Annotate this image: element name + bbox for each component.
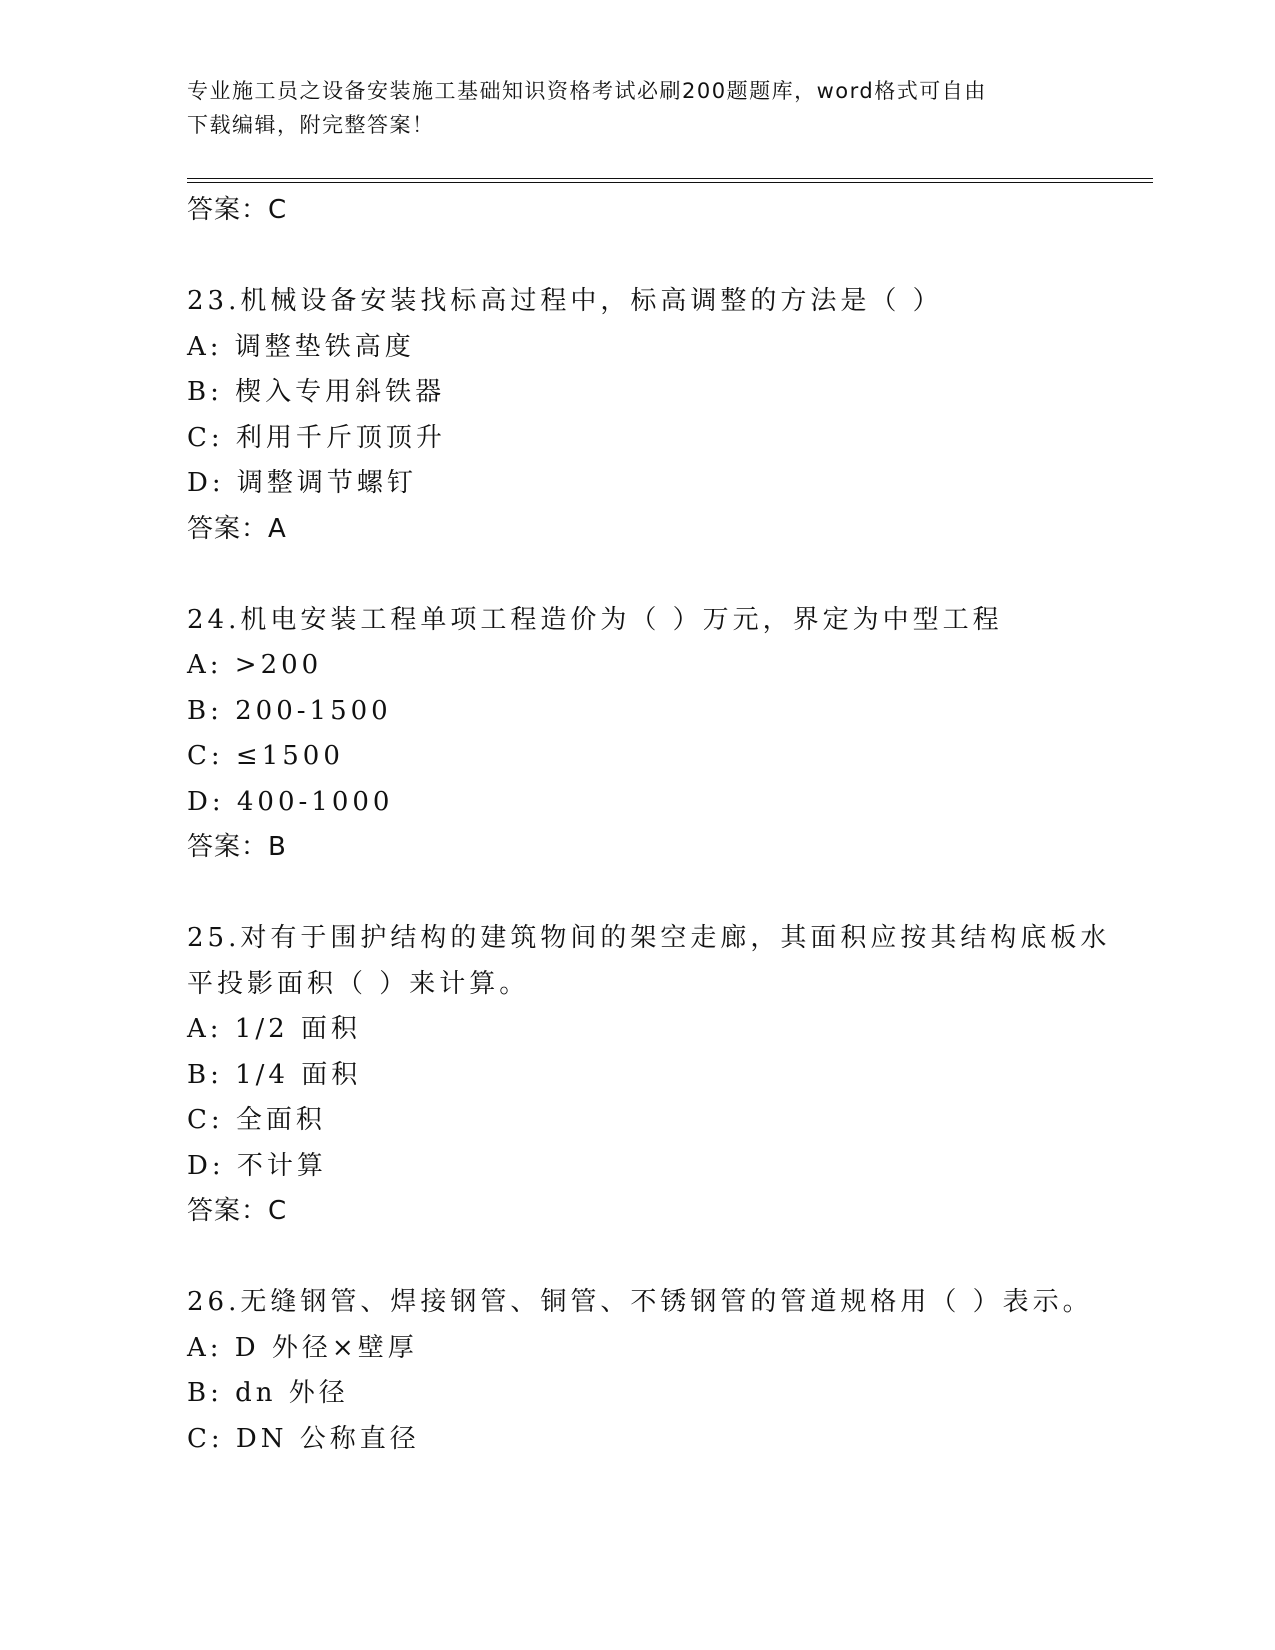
question-text: 24.机电安装工程单项工程造价为（ ）万元，界定为中型工程 (187, 604, 1003, 635)
option-a: A: >200 (187, 650, 323, 680)
answer: 答案：C (187, 1196, 288, 1226)
spacer (187, 552, 1157, 598)
spacer (187, 234, 1157, 280)
answer: 答案：A (187, 513, 287, 544)
header-line-1: 专业施工员之设备安装施工基础知识资格考试必刷200题题库，word格式可自由 (187, 79, 987, 103)
option-d: D: 400-1000 (187, 786, 394, 817)
question-text: 23.机械设备安装找标高过程中，标高调整的方法是（ ） (187, 286, 943, 316)
option-a: A: 1/2 面积 (187, 1014, 361, 1044)
question-24 (187, 598, 1157, 871)
previous-answer: 答案：C (187, 195, 288, 225)
spacer (187, 871, 1157, 917)
question-26 (187, 1280, 1157, 1462)
question-text: 26.无缝钢管、焊接钢管、铜管、不锈钢管的管道规格用（ ）表示。 (187, 1287, 1093, 1317)
option-d: D: 不计算 (187, 1150, 327, 1181)
option-b: B: dn 外径 (187, 1378, 349, 1408)
header-divider-bottom (187, 182, 1153, 183)
option-c: C: ≤1500 (187, 741, 344, 771)
question-text-line-2: 平投影面积（ ）来计算。 (187, 968, 530, 999)
answer: 答案：B (187, 832, 287, 862)
document-header (187, 74, 1087, 142)
header-divider-top (187, 178, 1153, 179)
question-25 (187, 916, 1157, 1235)
option-c: C: 全面积 (187, 1105, 326, 1135)
question-23 (187, 279, 1157, 552)
question-text-line-1: 25.对有于围护结构的建筑物间的架空走廊，其面积应按其结构底板水 (187, 923, 1111, 953)
question-list (187, 188, 1157, 1462)
option-b: B: 楔入专用斜铁器 (187, 377, 446, 407)
option-c: C: 利用千斤顶顶升 (187, 422, 446, 453)
option-b: B: 1/4 面积 (187, 1059, 362, 1090)
option-b: B: 200-1500 (187, 695, 392, 726)
header-line-2: 下载编辑，附完整答案！ (187, 113, 435, 137)
option-c: C: DN 公称直径 (187, 1423, 420, 1454)
spacer (187, 1235, 1157, 1281)
option-a: A: D 外径×壁厚 (187, 1332, 418, 1363)
option-d: D: 调整调节螺钉 (187, 468, 417, 498)
option-a: A: 调整垫铁高度 (187, 331, 415, 362)
